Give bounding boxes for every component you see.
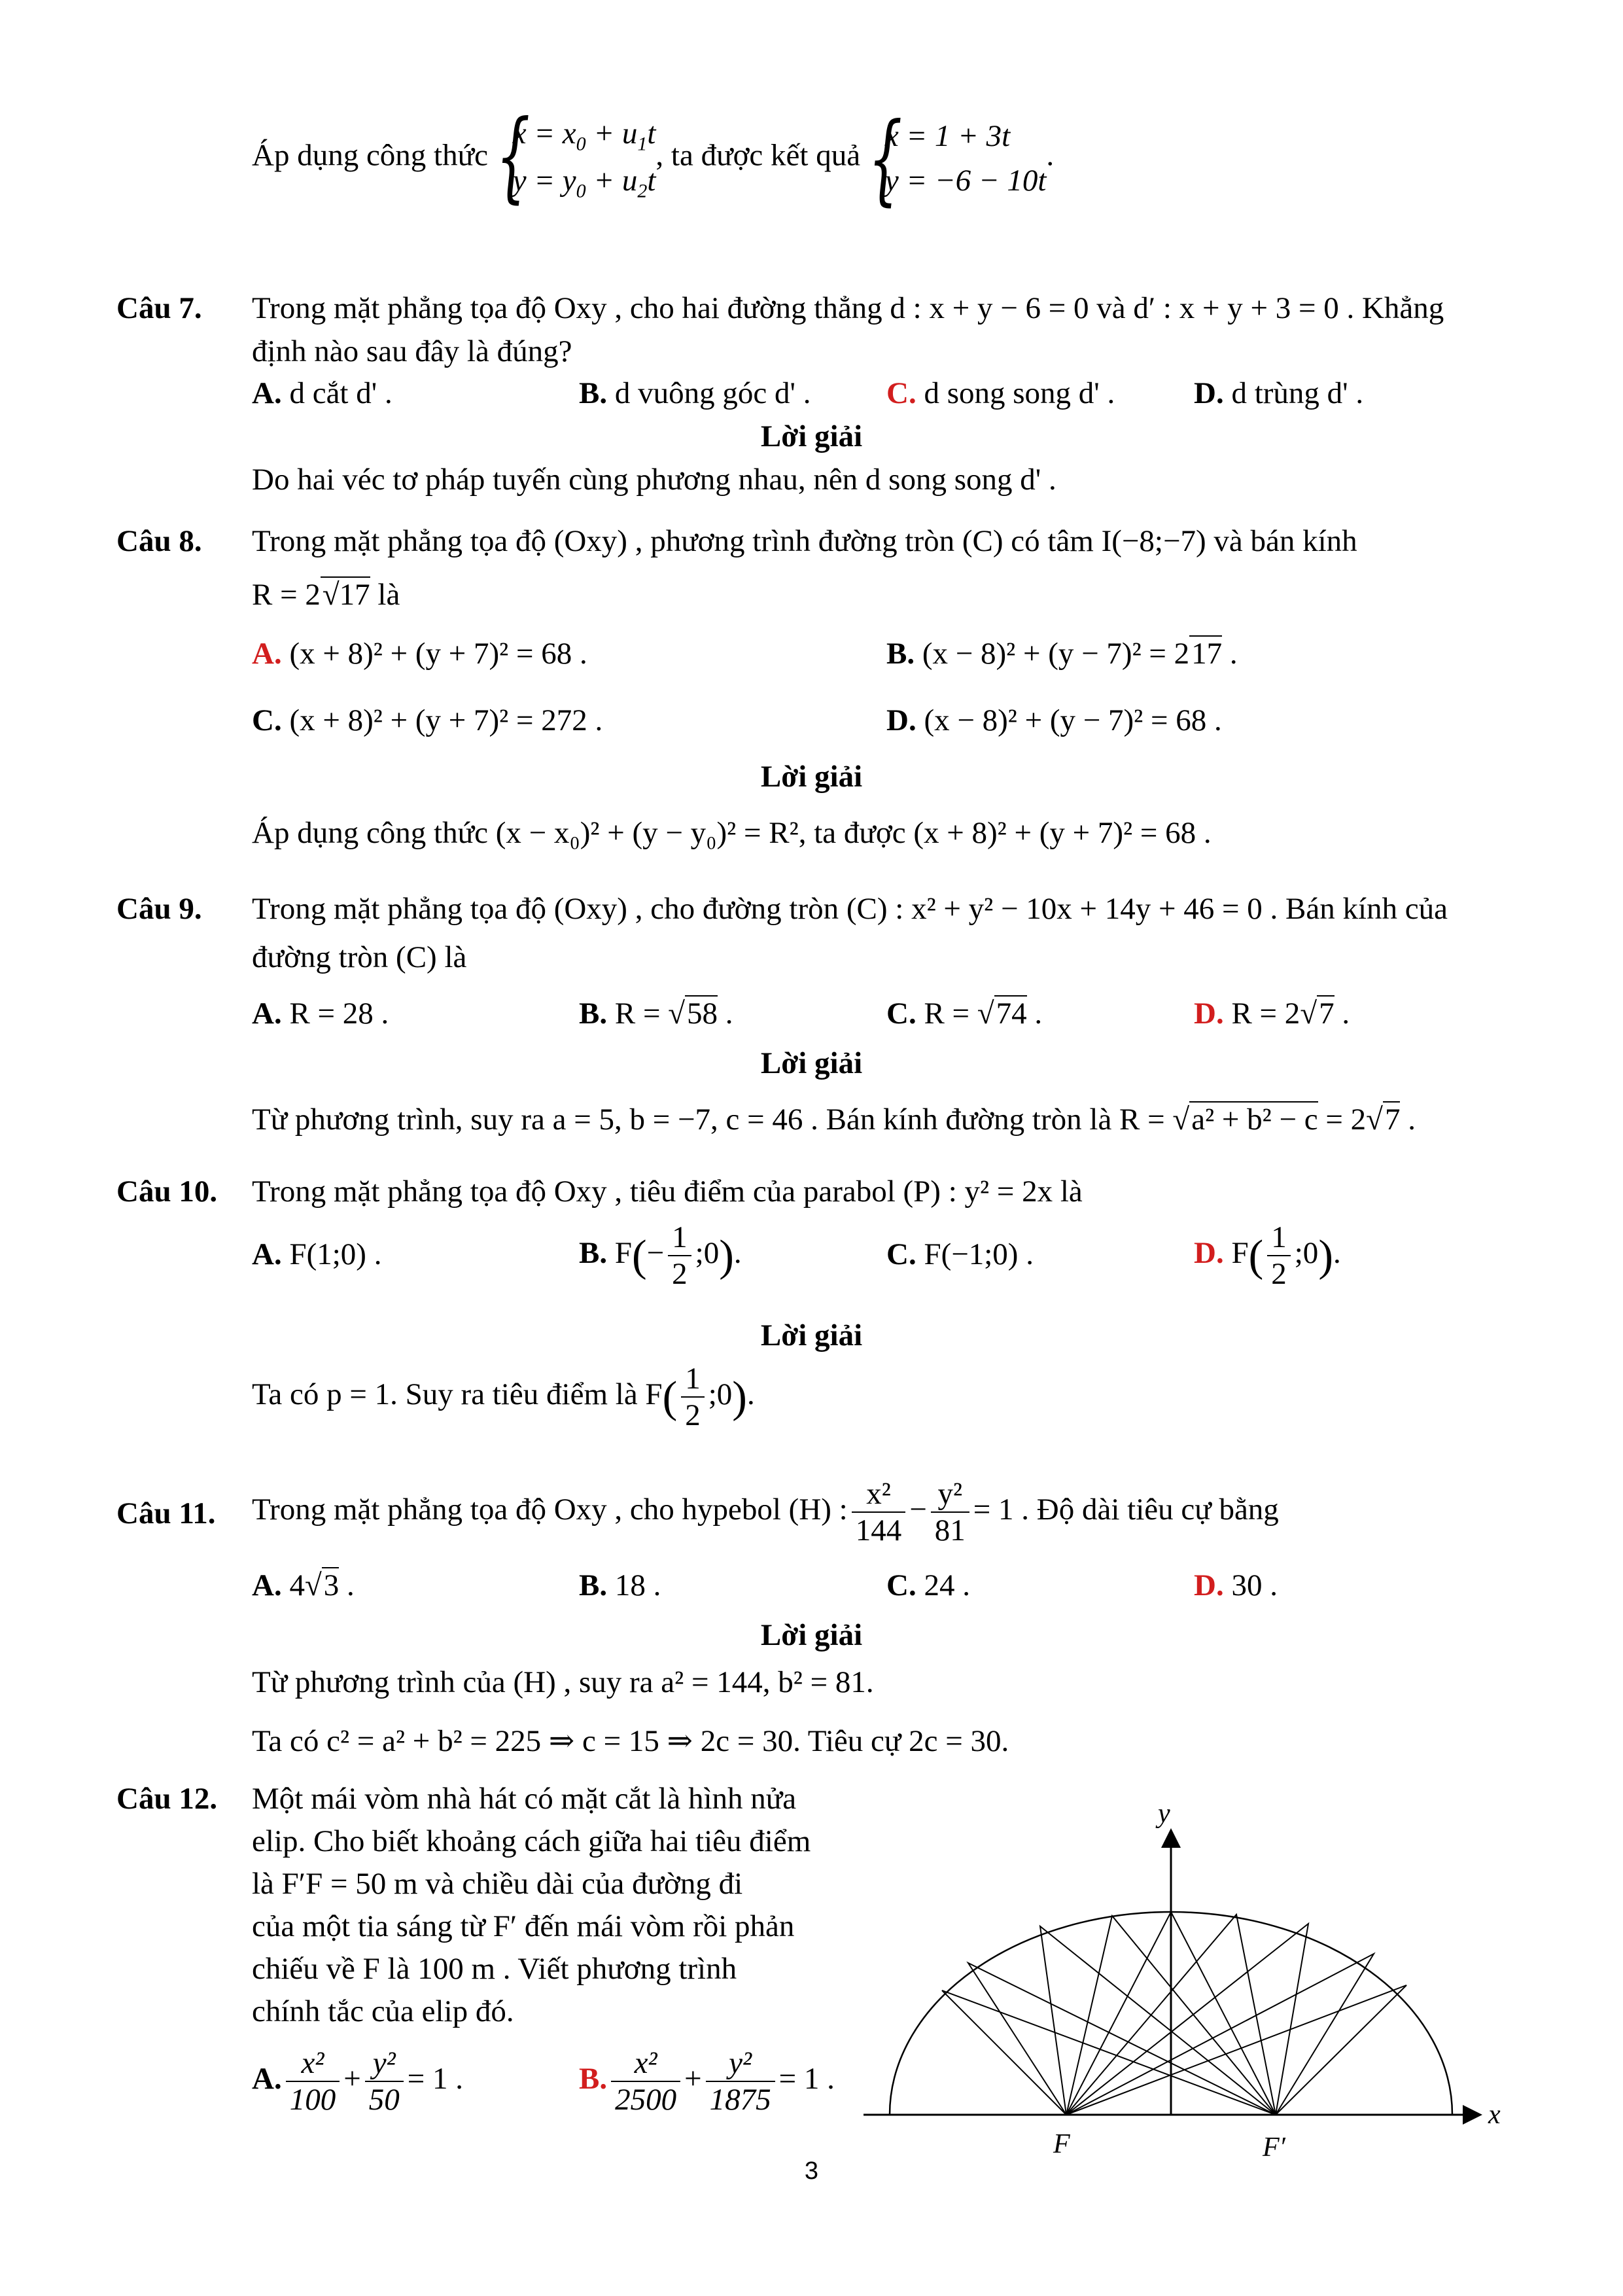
q11-stem: Trong mặt phẳng tọa độ Oxy , cho hypebol (H) : $\frac{\text{x²}}{144}$ − $\frac{\text{y²}}{81}$ = 1 . Độ dài tiêu cự bằng	[252, 1477, 1279, 1548]
q12-option-a[interactable]: A. $\frac{\text{x²}}{100}$ + $\frac{\text{y²}}{50}$ = 1 .	[252, 2046, 463, 2117]
q12-stem-1: Một mái vòm nhà hát có mặt cắt là hình nửa	[252, 1782, 797, 1816]
q7-solution: Do hai véc tơ pháp tuyến cùng phương nhau, nên d song song d' .	[252, 463, 1056, 497]
result-system: { x = 1 + 3t y = −6 − 10t	[867, 101, 1047, 216]
q7-stem-1: Trong mặt phẳng tọa độ Oxy , cho hai đường thẳng d : x + y − 6 = 0 và d′ : x + y + 3 = 0 . Khẳng	[252, 291, 1444, 325]
q10-option-a[interactable]: A. F(1;0) .	[252, 1237, 382, 1271]
q10-solution: Ta có p = 1. Suy ra tiêu điểm là F( $\frac{1}{2}$ ;0).	[252, 1362, 755, 1433]
q7-solution-heading: Lời giải	[760, 419, 863, 453]
intro-text: Áp dụng công thức	[252, 138, 488, 173]
q7-stem-2: định nào sau đây là đúng?	[252, 334, 572, 368]
ellipse-dome-figure	[850, 1793, 1544, 2163]
q9-stem-2: đường tròn (C) là	[252, 940, 467, 974]
q9-solution: Từ phương trình, suy ra a = 5, b = −7, c = 46 . Bán kính đường tròn là R = √a² + b² − c = 2√7 .	[252, 1103, 1416, 1137]
q11-solution-heading: Lời giải	[760, 1618, 863, 1652]
q10-solution-heading: Lời giải	[760, 1318, 863, 1352]
q9-option-b[interactable]: B. R = √58 .	[579, 997, 733, 1031]
q8-stem-1: Trong mặt phẳng tọa độ (Oxy) , phương trình đường tròn (C) có tâm I(−8;−7) và bán kính	[252, 524, 1357, 558]
q8-option-b[interactable]: B. (x − 8)² + (y − 7)² = 217 .	[886, 637, 1238, 671]
q9-stem-1: Trong mặt phẳng tọa độ (Oxy) , cho đường tròn (C) : x² + y² − 10x + 14y + 46 = 0 . Bán kính của	[252, 892, 1448, 926]
q12-stem-3: là F′F = 50 m và chiều dài của đường đi	[252, 1867, 743, 1901]
q11-option-b[interactable]: B. 18 .	[579, 1568, 661, 1602]
q9-option-c[interactable]: C. R = √74 .	[886, 997, 1043, 1031]
q10-option-c[interactable]: C. F(−1;0) .	[886, 1237, 1034, 1271]
focus-f-label: F	[1053, 2129, 1070, 2159]
x-axis-label: x	[1488, 2100, 1501, 2130]
page-number: 3	[804, 2157, 819, 2185]
q11-solution-2: Ta có c² = a² + b² = 225 ⇒ c = 15 ⇒ 2c = 30. Tiêu cự 2c = 30.	[252, 1724, 1009, 1758]
q12-stem-5: chiếu về F là 100 m . Viết phương trình	[252, 1952, 737, 1986]
q8-option-d[interactable]: D. (x − 8)² + (y − 7)² = 68 .	[886, 703, 1222, 737]
q7-label: Câu 7.	[116, 291, 202, 325]
light-rays	[942, 1912, 1406, 2115]
q7-option-a[interactable]: A. d cắt d' .	[252, 376, 393, 410]
q8-option-a[interactable]: A. (x + 8)² + (y + 7)² = 68 .	[252, 637, 587, 671]
q11-option-d[interactable]: D. 30 .	[1194, 1568, 1278, 1602]
q11-option-a[interactable]: A. 4√3 .	[252, 1568, 355, 1602]
formula-system: { $x = x_0 + u_1t$ $y = y_0 + u_2t$	[495, 99, 656, 213]
q7-option-c[interactable]: C. d song song d' .	[886, 376, 1115, 410]
q9-option-d[interactable]: D. R = 2√7 .	[1194, 997, 1350, 1031]
q11-solution-1: Từ phương trình của (H) , suy ra a² = 144, b² = 81.	[252, 1665, 874, 1699]
q12-stem-6: chính tắc của elip đó.	[252, 1994, 514, 2028]
q10-option-d[interactable]: D. F( $\frac{1}{2}$ ;0).	[1194, 1220, 1341, 1292]
q10-option-b[interactable]: B. F(− $\frac{1}{2}$ ;0).	[579, 1220, 742, 1292]
q8-solution-heading: Lời giải	[760, 760, 863, 794]
q12-option-b[interactable]: B. $\frac{\text{x²}}{2500}$ + $\frac{\text{y²}}{1875}$ = 1 .	[579, 2046, 835, 2117]
q7-option-b[interactable]: B. d vuông góc d' .	[579, 376, 811, 410]
y-axis-label: y	[1158, 1799, 1170, 1829]
q12-stem-2: elip. Cho biết khoảng cách giữa hai tiêu điểm	[252, 1824, 811, 1858]
q8-option-c[interactable]: C. (x + 8)² + (y + 7)² = 272 .	[252, 703, 603, 737]
q7-option-d[interactable]: D. d trùng d' .	[1194, 376, 1364, 410]
q8-stem-2: R = 2√17 là	[252, 578, 400, 612]
q11-option-c[interactable]: C. 24 .	[886, 1568, 970, 1602]
q9-solution-heading: Lời giải	[760, 1046, 863, 1080]
q11-label: Câu 11.	[116, 1496, 216, 1530]
focus-fprime-label: F′	[1263, 2132, 1285, 2163]
q12-stem-4: của một tia sáng từ F′ đến mái vòm rồi phản	[252, 1909, 795, 1943]
q10-label: Câu 10.	[116, 1174, 218, 1209]
q12-label: Câu 12.	[116, 1782, 218, 1816]
q8-label: Câu 8.	[116, 524, 202, 558]
q9-label: Câu 9.	[116, 892, 202, 926]
q9-option-a[interactable]: A. R = 28 .	[252, 997, 389, 1031]
q10-stem: Trong mặt phẳng tọa độ Oxy , tiêu điểm của parabol (P) : y² = 2x là	[252, 1174, 1083, 1209]
q8-solution: Áp dụng công thức (x − x₀)² + (y − y₀)² = R², ta được (x + 8)² + (y + 7)² = 68 .	[252, 816, 1212, 850]
intro-line: Áp dụng công thức { $x = x_0 + u_1t$ $y = y_0 + u_2t$ , ta được kết quả { x = 1 + 3t y = −6 − 10t .	[252, 99, 1055, 216]
